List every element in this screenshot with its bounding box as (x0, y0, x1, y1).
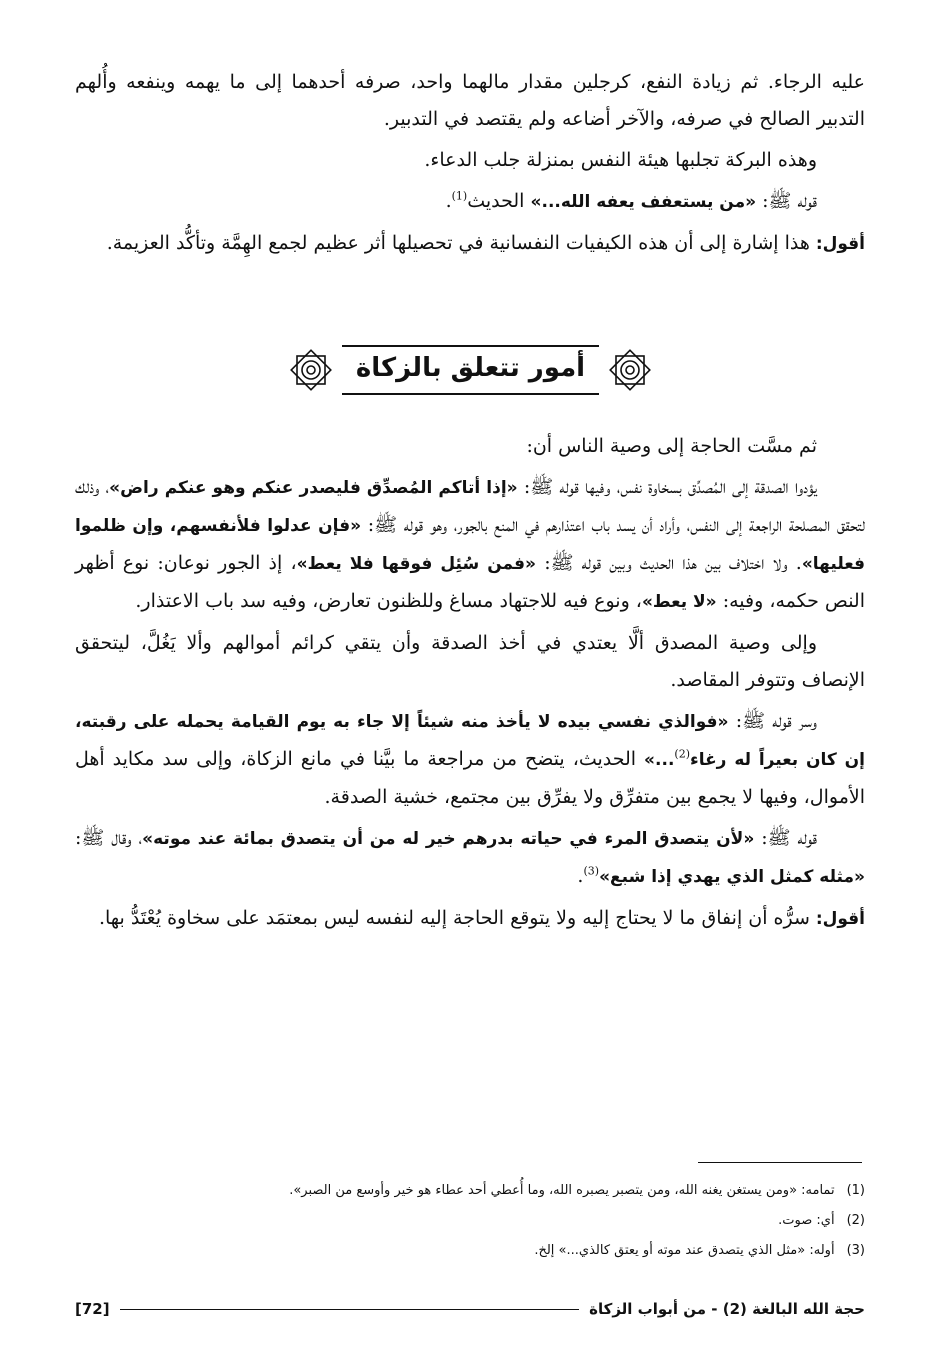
footnote-number: (3) (846, 1243, 865, 1258)
p6-text: ، وذلك لتحقق المصلحة الراجعة إلى النفس، وأراد أن يسد باب اعتذارهم في المنع بالجور، وهو قوله ﷺ: (75, 476, 865, 536)
footnote-item (75, 1206, 865, 1236)
hadith-quote: «لا يعط» (641, 592, 717, 612)
p3-pre: قوله ﷺ: (756, 190, 817, 212)
paragraph-4 (75, 225, 865, 263)
footnote-text: تمامه: «ومن يستغن يغنه الله، ومن يتصبر يصبره الله، وما أُعطي أحد عطاء هو خير وأوسع من الصبر». (289, 1183, 835, 1198)
paragraph-5: ثم مسَّت الحاجة إلى وصية الناس أن: (526, 435, 817, 457)
footnote-separator (698, 1162, 862, 1163)
running-title: حجة الله البالغة (2) - من أبواب الزكاة (589, 1300, 865, 1318)
hadith-quote: «فإن عدلوا فلأنفسهم، وإن ظلموا فعليها» (75, 516, 866, 574)
p10-text: سرُّه أن إنفاق ما لا يحتاج إليه ولا يتوقع الحاجة إليه لنفسه ليس بمعتمَد على سخاوة يُعْتَدُّ بها. (98, 907, 810, 929)
p6-text: ، ونوع فيه للاجتهاد مساغ وللظنون تعارض، وفيه سد باب الاعتذار. (135, 590, 642, 612)
paragraph-10 (75, 900, 865, 938)
footnote-item (75, 1236, 865, 1266)
p9-text: قوله ﷺ: (754, 827, 817, 849)
paragraph-8 (75, 703, 865, 816)
body-text-top (75, 64, 865, 263)
p9-text: ، وقال ﷺ: (75, 827, 143, 849)
p6-text: ، إذ الجور نوعان: نوع أظهر النص حكمه، وفيه: (75, 552, 865, 612)
octagram-ornament-icon (607, 347, 653, 393)
footnote-number: (2) (846, 1213, 865, 1228)
body-text-section (75, 428, 865, 938)
paragraph-7: وإلى وصية المصدق ألَّا يعتدي في أخذ الصدقة وأن يتقي كرائم أموالهم وألا يَغُلَّ، ليتحقق الإنصاف وتتوفر المقاصد. (75, 632, 865, 691)
hadith-quote: «لأن يتصدق المرء في حياته بدرهم خير له من أن يتصدق بمائة عند موته» (142, 829, 755, 849)
hadith-quote: «فمن سُئِل فوقها فلا يعط» (296, 554, 537, 574)
footnote-text: أوله: «مثل الذي يتصدق عند موته أو يعتق كالذي...» إلخ. (534, 1243, 835, 1258)
p6-text: يؤدوا الصدقة إلى المُصدِّق بسخاوة نفس، وفيها قوله ﷺ: (517, 476, 817, 498)
p8-text: وسر قوله ﷺ: (728, 710, 817, 732)
hadith-quote: «فوالذي نفسي بيده لا يأخذ منه شيئاً إلا جاء به يوم القيامة يحمله على رقبته، إن كان بعيراً له رغاء (75, 712, 865, 770)
footnote-ref-3: (3) (583, 864, 600, 878)
p4-text: هذا إشارة إلى أن هذه الكيفيات النفسانية في تحصيلها أثر عظيم لجمع الهِمَّة وتأكُّد العزيمة. (106, 232, 810, 254)
octagram-ornament-icon (288, 347, 334, 393)
paragraph-3 (75, 183, 865, 221)
p8-text: الحديث، يتضح من مراجعة ما بيَّنا في مانع الزكاة، وإلى سد مكايد أهل الأموال، وفيها لا يجمع بين متفرِّق ولا يفرِّق بين مجتمع، خشية الصدقة. (75, 748, 865, 808)
footnote-ref-1: (1) (451, 189, 468, 203)
paragraph-6 (75, 469, 865, 621)
section-heading (0, 338, 941, 402)
p3-end: . (445, 190, 452, 212)
hadith-quote: «إذا أتاكم المُصدِّق فليصدر عنكم وهو عنكم راض» (109, 478, 518, 498)
footnote-text: أي: صوت. (778, 1213, 835, 1228)
paragraph-1: عليه الرجاء. ثم زيادة النفع، كرجلين مقدار مالهما واحد، صرفه أحدهما إلى ما يهمه وينفعه وأُلهم التدبير الصالح في صرفه، والآخر أضاعه ولم يقتصد في التدبير. (75, 71, 865, 130)
page-number: [72] (75, 1300, 110, 1318)
footer-rule (120, 1309, 580, 1310)
paragraph-2: وهذه البركة تجلبها هيئة النفس بمنزلة جلب الدعاء. (424, 149, 817, 171)
p3-post: الحديث (467, 190, 531, 212)
aqul-label: أقول: (809, 909, 865, 929)
hadith-quote: «من يستعفف يعفه الله...» (530, 192, 757, 212)
hadith-quote: ...» (644, 750, 675, 770)
section-title: أمور تتعلق بالزكاة (342, 345, 599, 395)
hadith-quote: «مثله كمثل الذي يهدي إذا شبع» (599, 867, 865, 887)
p6-text: . ولا اختلاف بين هذا الحديث وبين قوله ﷺ: (536, 552, 802, 574)
footnote-item (75, 1176, 865, 1206)
footnotes (75, 1176, 865, 1266)
aqul-label: أقول: (809, 234, 865, 254)
page-footer (75, 1297, 865, 1321)
footnote-number: (1) (846, 1183, 865, 1198)
p9-end: . (577, 865, 584, 887)
paragraph-9 (75, 820, 865, 896)
footnote-ref-2: (2) (674, 747, 690, 761)
